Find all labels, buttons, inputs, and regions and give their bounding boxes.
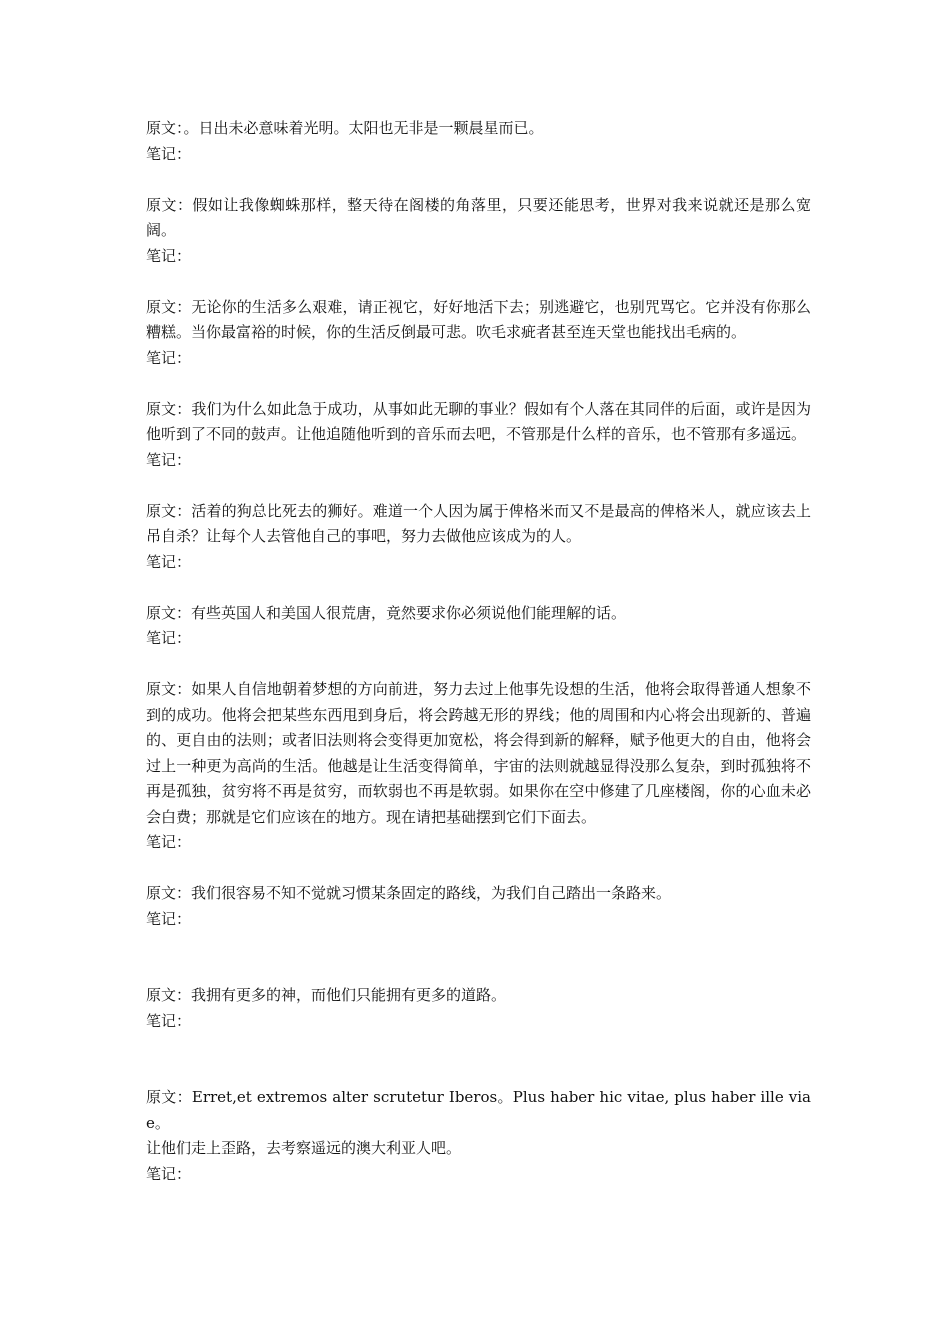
note-label: 笔记： bbox=[146, 833, 192, 851]
original-text: 原文：有些英国人和美国人很荒唐，竟然要求你必须说他们能理解的话。 bbox=[146, 603, 627, 622]
quote-entry-7 bbox=[146, 677, 811, 856]
original-text: 原文：无论你的生活多么艰难，请正视它，好好地活下去；别逃避它，也别咒骂它。它并没有你那么糟糕。当你最富裕的时候，你的生活反倒最可悲。吹毛求疵者甚至连天堂也能找出毛病的。 bbox=[146, 297, 811, 341]
document-page bbox=[146, 116, 811, 1187]
spacer bbox=[146, 371, 811, 397]
original-text: 原文：活着的狗总比死去的狮好。难道一个人因为属于俾格米而又不是最高的俾格米人，就应该去上吊自杀？让每个人去管他自己的事吧，努力去做他应该成为的人。 bbox=[146, 501, 811, 545]
note-label: 笔记： bbox=[146, 629, 192, 647]
spacer bbox=[146, 1034, 811, 1085]
quote-entry-6 bbox=[146, 601, 811, 652]
original-text: 原文：如果人自信地朝着梦想的方向前进，努力去过上他事先设想的生活，他将会取得普通人想象不到的成功。他将会把某些东西甩到身后，将会跨越无形的界线；他的周围和内心将会出现新的、普遍的、更自由的法则；或者旧法则将会变得更加宽松，将会得到新的解释，赋予他更大的自由，他将会过上一种更为高尚的生活。他越是让生活变得简单，宇宙的法则就越显得没那么复杂，到时孤独将不再是孤独，贫穷将不再是贫穷，而软弱也不再是软弱。如果你在空中修建了几座楼阁，你的心血未必会白费；那就是它们应该在的地方。现在请把基础摆到它们下面去。 bbox=[146, 680, 811, 826]
original-text: 原文：Erret,et extremos alter scrutetur Iberos。Plus haber hic vitae, plus haber ille viae。 bbox=[146, 1088, 811, 1132]
quote-entry-1 bbox=[146, 116, 811, 167]
original-text: 原文：我们很容易不知不觉就习惯某条固定的路线，为我们自己踏出一条路来。 bbox=[146, 884, 672, 902]
quote-entry-4 bbox=[146, 397, 811, 474]
spacer bbox=[146, 269, 811, 295]
original-text: 原文：。日出未必意味着光明。太阳也无非是一颗晨星而已。 bbox=[146, 119, 544, 137]
spacer bbox=[146, 856, 811, 882]
translation-text: 让他们走上歪路，去考察遥远的澳大利亚人吧。 bbox=[146, 1139, 462, 1157]
note-label: 笔记： bbox=[146, 450, 192, 469]
spacer bbox=[146, 652, 811, 678]
note-label: 笔记： bbox=[146, 1011, 192, 1030]
quote-entry-10 bbox=[146, 1085, 811, 1187]
quote-entry-2 bbox=[146, 193, 811, 270]
quote-entry-3 bbox=[146, 295, 811, 372]
original-text: 原文：我拥有更多的神，而他们只能拥有更多的道路。 bbox=[146, 986, 507, 1004]
note-label: 笔记： bbox=[146, 246, 192, 265]
spacer bbox=[146, 473, 811, 499]
quote-entry-5 bbox=[146, 499, 811, 576]
spacer bbox=[146, 167, 811, 193]
quote-entry-9 bbox=[146, 983, 811, 1034]
spacer bbox=[146, 932, 811, 983]
note-label: 笔记： bbox=[146, 909, 192, 928]
quote-entry-8 bbox=[146, 881, 811, 932]
original-text: 原文：我们为什么如此急于成功，从事如此无聊的事业？假如有个人落在其同伴的后面，或许是因为他听到了不同的鼓声。让他追随他听到的音乐而去吧，不管那是什么样的音乐，也不管那有多遥远。 bbox=[146, 399, 811, 443]
spacer bbox=[146, 575, 811, 601]
note-label: 笔记： bbox=[146, 1164, 192, 1183]
note-label: 笔记： bbox=[146, 144, 192, 163]
note-label: 笔记： bbox=[146, 552, 192, 571]
note-label: 笔记： bbox=[146, 348, 192, 367]
original-text: 原文：假如让我像蜘蛛那样，整天待在阁楼的角落里，只要还能思考，世界对我来说就还是那么宽阔。 bbox=[146, 195, 811, 239]
